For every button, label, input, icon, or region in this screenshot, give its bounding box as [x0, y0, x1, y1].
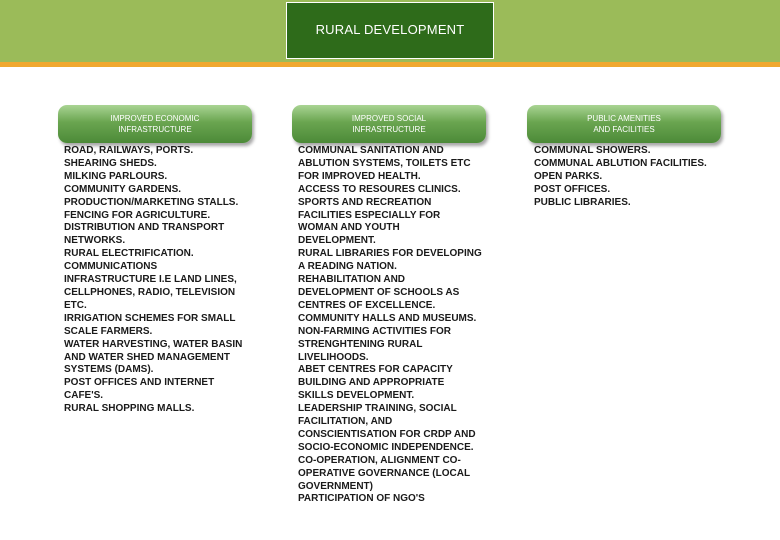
- list-item: SHEARING SHEDS.: [64, 157, 157, 169]
- list-item: ABET CENTRES FOR CAPACITY BUILDING AND APPROPRIATE SKILLS DEVELOPMENT.: [298, 364, 453, 402]
- title-box: [286, 2, 494, 59]
- list-item: SPORTS AND RECREATION FACILITIES ESPECIALLY FOR WOMAN AND YOUTH DEVELOPMENT.: [298, 196, 441, 247]
- list-item: CO-OPERATION, ALIGNMENT CO- OPERATIVE GOVERNANCE (LOCAL GOVERNMENT): [298, 454, 471, 492]
- list-item: OPEN PARKS.: [534, 170, 603, 182]
- list-item: PARTICIPATION OF NGO'S: [298, 493, 425, 505]
- list-item: ROAD, RAILWAYS, PORTS.: [64, 145, 194, 156]
- column-header-line: IMPROVED ECONOMIC: [110, 114, 200, 123]
- list-item: MILKING PARLOURS.: [64, 170, 168, 182]
- list-item: PUBLIC LIBRARIES.: [534, 196, 631, 208]
- list-item: ACCESS TO RESOURES CLINICS.: [298, 183, 461, 195]
- column-header-amenities: [527, 105, 721, 143]
- list-item: COMMUNAL SANITATION AND ABLUTION SYSTEMS, TOILETS ETC FOR IMPROVED HEALTH.: [298, 145, 471, 182]
- list-item: DISTRIBUTION AND TRANSPORT NETWORKS.: [64, 222, 225, 247]
- list-item: RURAL LIBRARIES FOR DEVELOPING A READING NATION.: [298, 248, 482, 273]
- column-header-line: INFRASTRUCTURE: [352, 125, 426, 134]
- list-item: COMMUNAL ABLUTION FACILITIES.: [534, 157, 707, 169]
- list-item: LEADERSHIP TRAINING, SOCIAL FACILITATION, AND CONSCIENTISATION FOR CRDP AND SOCIO-ECONOMIC INDEPENDENCE.: [298, 403, 476, 453]
- economic-list: [64, 145, 264, 416]
- list-item: REHABILITATION AND DEVELOPMENT OF SCHOOLS AS CENTRES OF EXCELLENCE.: [298, 274, 460, 311]
- list-item: COMMUNITY HALLS AND MUSEUMS.: [298, 312, 477, 324]
- column-header-line: IMPROVED SOCIAL: [351, 114, 427, 123]
- list-item: RURAL SHOPPING MALLS.: [64, 403, 195, 415]
- list-item: COMMUNAL SHOWERS.: [534, 145, 651, 156]
- list-item: POST OFFICES AND INTERNET CAFE'S.: [64, 377, 215, 402]
- column-header-line: AND FACILITIES: [593, 125, 655, 134]
- list-item: COMMUNICATIONS INFRASTRUCTURE I.E LAND LINES, CELLPHONES, RADIO, TELEVISION ETC.: [64, 261, 237, 311]
- list-item: PRODUCTION/MARKETING STALLS.: [64, 196, 239, 208]
- list-item: WATER HARVESTING, WATER BASIN AND WATER SHED MANAGEMENT SYSTEMS (DAMS).: [64, 338, 243, 376]
- list-item: NON-FARMING ACTIVITIES FOR STRENGHTENING RURAL LIVELIHOODS.: [298, 325, 451, 363]
- column-header-economic: [58, 105, 252, 143]
- list-item: COMMUNITY GARDENS.: [64, 183, 182, 195]
- accent-rule: [0, 62, 780, 67]
- column-header-social: [292, 105, 486, 143]
- page-title: RURAL DEVELOPMENT: [315, 22, 465, 37]
- list-item: FENCING FOR AGRICULTURE.: [64, 209, 211, 221]
- list-item: POST OFFICES.: [534, 183, 611, 195]
- amenities-list: [534, 145, 734, 210]
- column-header-line: INFRASTRUCTURE: [118, 125, 192, 134]
- list-item: IRRIGATION SCHEMES FOR SMALL SCALE FARMERS.: [64, 312, 236, 337]
- social-list: [298, 145, 508, 506]
- list-item: RURAL ELECTRIFICATION.: [64, 248, 194, 260]
- column-header-line: PUBLIC AMENITIES: [587, 114, 661, 123]
